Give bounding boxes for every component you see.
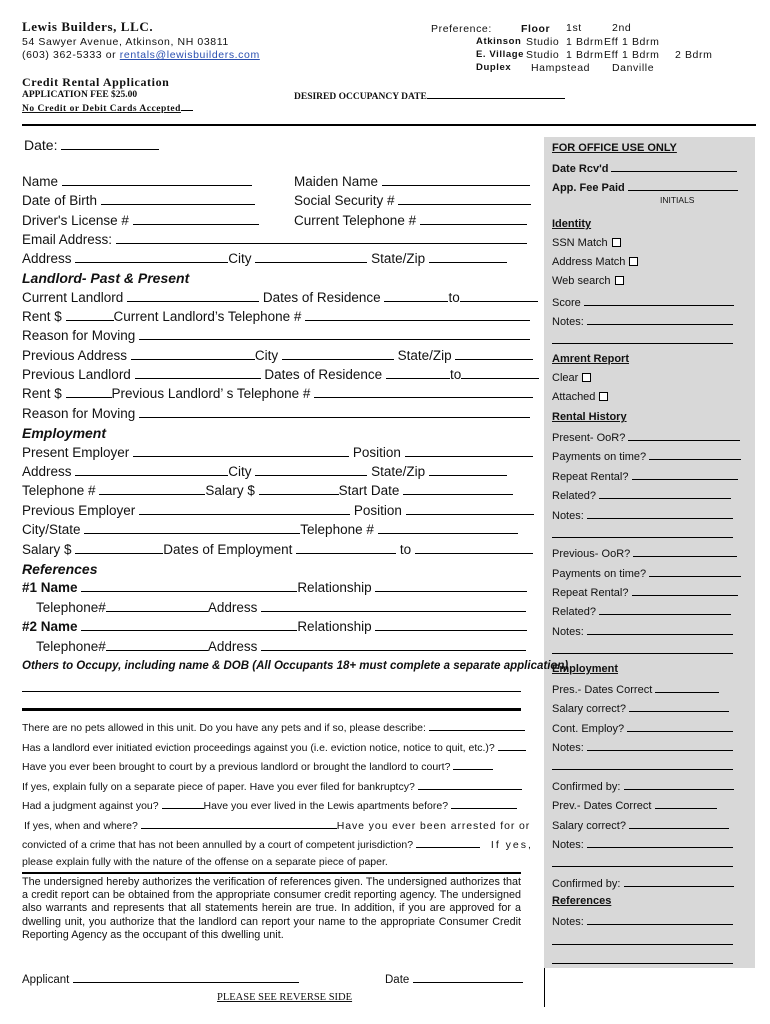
pref-row-place: E. Village (476, 49, 525, 60)
office-notes-rental-prev[interactable]: Notes: (552, 624, 733, 638)
pref-row-c: Eff (604, 36, 619, 48)
office-payments[interactable]: Payments on time? (552, 566, 741, 580)
office-address-match[interactable]: Address Match (552, 256, 638, 268)
pref-row-b: 1 Bdrm (566, 36, 604, 48)
pref-row-d: 1 Bdrm (622, 49, 660, 61)
office-repeat[interactable]: Repeat Rental? (552, 469, 738, 483)
office-related[interactable]: Related? (552, 604, 731, 618)
reference-1-telephone-field[interactable]: Telephone# Address (36, 600, 526, 615)
pref-row-d: 1 Bdrm (622, 36, 660, 48)
pref-row-a: Hampstead (531, 62, 591, 74)
office-notes-rental[interactable]: Notes: (552, 508, 733, 522)
company-email-link[interactable]: rentals@lewisbuilders.com (119, 49, 260, 61)
office-notes-line[interactable] (552, 759, 733, 773)
application-title: Credit Rental Application (22, 75, 170, 89)
office-salary-correct[interactable]: Salary correct? (552, 818, 729, 832)
company-address: 54 Sawyer Avenue, Atkinson, NH 03811 (22, 36, 229, 48)
question-convicted[interactable]: convicted of a crime that has not been annulled by a court of competent jurisdiction? If yes, (22, 839, 533, 851)
pref-row-e: 2 Bdrm (675, 49, 713, 61)
office-notes-line[interactable] (552, 934, 733, 948)
office-web-search[interactable]: Web search (552, 275, 624, 287)
office-prev-dates[interactable]: Prev.- Dates Correct (552, 798, 717, 812)
office-confirmed[interactable]: Confirmed by: (552, 779, 734, 793)
pref-col-1st: 1st (566, 22, 582, 34)
applicant-signature-field[interactable]: Applicant (22, 972, 299, 986)
office-title: FOR OFFICE USE ONLY (552, 142, 677, 154)
present-employer-field[interactable]: Present Employer Position (22, 445, 533, 460)
checkbox-icon[interactable] (629, 257, 638, 266)
question-eviction[interactable]: Has a landlord ever initiated eviction proceedings against you (i.e. eviction notice, notice to quit, etc.)? (22, 740, 526, 754)
previous-address-field[interactable]: Previous Address City State/Zip (22, 348, 533, 363)
preference-label: Preference: (431, 23, 492, 35)
company-name: Lewis Builders, LLC. (22, 19, 154, 34)
employment-section-title: Employment (22, 425, 107, 441)
rent-field[interactable]: Rent $ Current Landlord’s Telephone # (22, 309, 530, 324)
office-ssn-match[interactable]: SSN Match (552, 237, 621, 249)
address-field[interactable]: Address City State/Zip (22, 251, 507, 266)
section-divider (22, 708, 521, 711)
office-notes-line[interactable] (552, 856, 733, 870)
office-notes-line[interactable] (552, 333, 733, 347)
company-phone: (603) 362-5333 or (22, 49, 120, 61)
office-initials: INITIALS (660, 195, 695, 205)
previous-landlord-field[interactable]: Previous Landlord Dates of Residence to (22, 367, 539, 382)
office-rental-history: Rental History (552, 411, 627, 423)
employer-telephone-field[interactable]: Telephone # Salary $ Start Date (22, 483, 513, 498)
company-contact (22, 49, 260, 61)
office-notes-references[interactable]: Notes: (552, 914, 733, 928)
name-field[interactable]: Name (22, 174, 252, 189)
dob-field[interactable]: Date of Birth (22, 193, 255, 208)
reference-1-name-field[interactable]: #1 Name Relationship (22, 580, 527, 595)
question-judgment[interactable]: Had a judgment against you? Have you ever lived in the Lewis apartments before? (22, 798, 517, 812)
email-field[interactable]: Email Address: (22, 232, 527, 247)
others-to-occupy-field[interactable] (22, 691, 521, 692)
office-employment: Employment (552, 663, 619, 675)
office-notes-employ-prev[interactable]: Notes: (552, 837, 733, 851)
reason-moving-field[interactable]: Reason for Moving (22, 328, 530, 343)
others-to-occupy-label: Others to Occupy, including name & DOB (All Occupants 18+ must complete a separate application) (22, 660, 569, 672)
ssn-field[interactable]: Social Security # (294, 193, 531, 208)
office-use-panel (544, 137, 755, 968)
question-bankruptcy[interactable]: If yes, explain fully on a separate piece of paper. Have you ever filed for bankruptcy? (22, 779, 522, 793)
authorization-paragraph: The undersigned hereby authorizes the verification of references given. The undersigned authorizes that a credit report can be obtained from the appropriate consumer credit reporting agency. The undersigned also warrants and represents that all statements herein are true. In addition, if you are approved for a dwelling unit, you authorize that the landlord can report your name to the appropriate Consumer Credit Reporting Agency as the occupant of this dwelling unit. (22, 876, 521, 941)
office-amrent: Amrent Report (552, 353, 630, 365)
office-notes-line[interactable] (552, 953, 733, 967)
office-present-oor[interactable]: Present- OoR? (552, 430, 740, 444)
checkbox-icon[interactable] (615, 276, 624, 285)
office-score[interactable]: Score (552, 295, 734, 309)
office-salary-correct[interactable]: Salary correct? (552, 701, 729, 715)
office-notes-line[interactable] (552, 643, 733, 657)
landlord-section-title: Landlord- Past & Present (22, 270, 190, 286)
office-payments[interactable]: Payments on time? (552, 449, 741, 463)
question-when-where[interactable]: If yes, when and where? Have you ever been arrested for or (24, 820, 531, 832)
office-clear[interactable]: Clear (552, 372, 591, 384)
desired-occupancy: DESIRED OCCUPANCY DATE (294, 90, 565, 102)
checkbox-icon[interactable] (612, 238, 621, 247)
pref-row-d: Danville (612, 62, 655, 74)
application-fee: APPLICATION FEE $25.00 (22, 90, 138, 100)
office-identity: Identity (552, 218, 592, 230)
maiden-name-field[interactable]: Maiden Name (294, 174, 530, 189)
pref-col-2nd: 2nd (612, 22, 632, 34)
employer-address-field[interactable]: Address City State/Zip (22, 464, 507, 479)
office-app-fee[interactable]: App. Fee Paid (552, 180, 738, 194)
pref-row-c: Eff (604, 49, 619, 61)
office-repeat[interactable]: Repeat Rental? (552, 585, 738, 599)
pref-row-place: Atkinson (476, 36, 522, 47)
question-offense-note: please explain fully with the nature of the offense on a separate piece of paper. (22, 856, 388, 868)
prev-salary-field[interactable]: Salary $ Dates of Employment to (22, 542, 533, 557)
header-divider (22, 124, 756, 126)
current-landlord-field[interactable]: Current Landlord Dates of Residence to (22, 290, 538, 305)
office-cont-employ[interactable]: Cont. Employ? (552, 721, 733, 735)
checkbox-icon[interactable] (599, 392, 608, 401)
pref-row-b: 1 Bdrm (566, 49, 604, 61)
date-field[interactable]: Date: (24, 137, 159, 153)
signature-date-field[interactable]: Date (385, 972, 523, 986)
pref-row-a: Studio (526, 36, 560, 48)
office-date-rcvd[interactable]: Date Rcv'd (552, 161, 737, 175)
reference-2-telephone-field[interactable]: Telephone# Address (36, 639, 526, 654)
previous-reason-field[interactable]: Reason for Moving (22, 406, 530, 421)
office-related[interactable]: Related? (552, 488, 731, 502)
office-references: References (552, 895, 612, 907)
current-telephone-field[interactable]: Current Telephone # (294, 213, 527, 228)
office-pres-dates[interactable]: Pres.- Dates Correct (552, 682, 719, 696)
city-state-field[interactable]: City/State Telephone # (22, 522, 518, 537)
checkbox-icon[interactable] (582, 373, 591, 382)
office-previous-oor[interactable]: Previous- OoR? (552, 546, 737, 560)
pref-col-floor: Floor (521, 23, 551, 35)
reference-2-name-field[interactable]: #2 Name Relationship (22, 619, 527, 634)
desired-occupancy-field[interactable] (427, 90, 565, 99)
no-cards-notice: No Credit or Debit Cards Accepted (22, 102, 193, 114)
previous-rent-field[interactable]: Rent $ Previous Landlord’ s Telephone # (22, 386, 533, 401)
pref-row-a: Studio (526, 49, 560, 61)
section-divider (22, 872, 521, 874)
office-notes-employ[interactable]: Notes: (552, 740, 733, 754)
question-pets[interactable]: There are no pets allowed in this unit. Do you have any pets and if so, please describe: (22, 720, 525, 734)
references-section-title: References (22, 561, 98, 577)
office-notes-identity[interactable]: Notes: (552, 314, 733, 328)
previous-employer-field[interactable]: Previous Employer Position (22, 503, 534, 518)
pref-row-place: Duplex (476, 62, 512, 73)
drivers-license-field[interactable]: Driver's License # (22, 213, 259, 228)
see-reverse-note: PLEASE SEE REVERSE SIDE (217, 992, 353, 1003)
office-notes-line[interactable] (552, 527, 733, 541)
office-confirmed[interactable]: Confirmed by: (552, 876, 734, 890)
question-court[interactable]: Have you ever been brought to court by a previous landlord or brought the landlord to court? (22, 759, 493, 773)
office-attached[interactable]: Attached (552, 391, 608, 403)
